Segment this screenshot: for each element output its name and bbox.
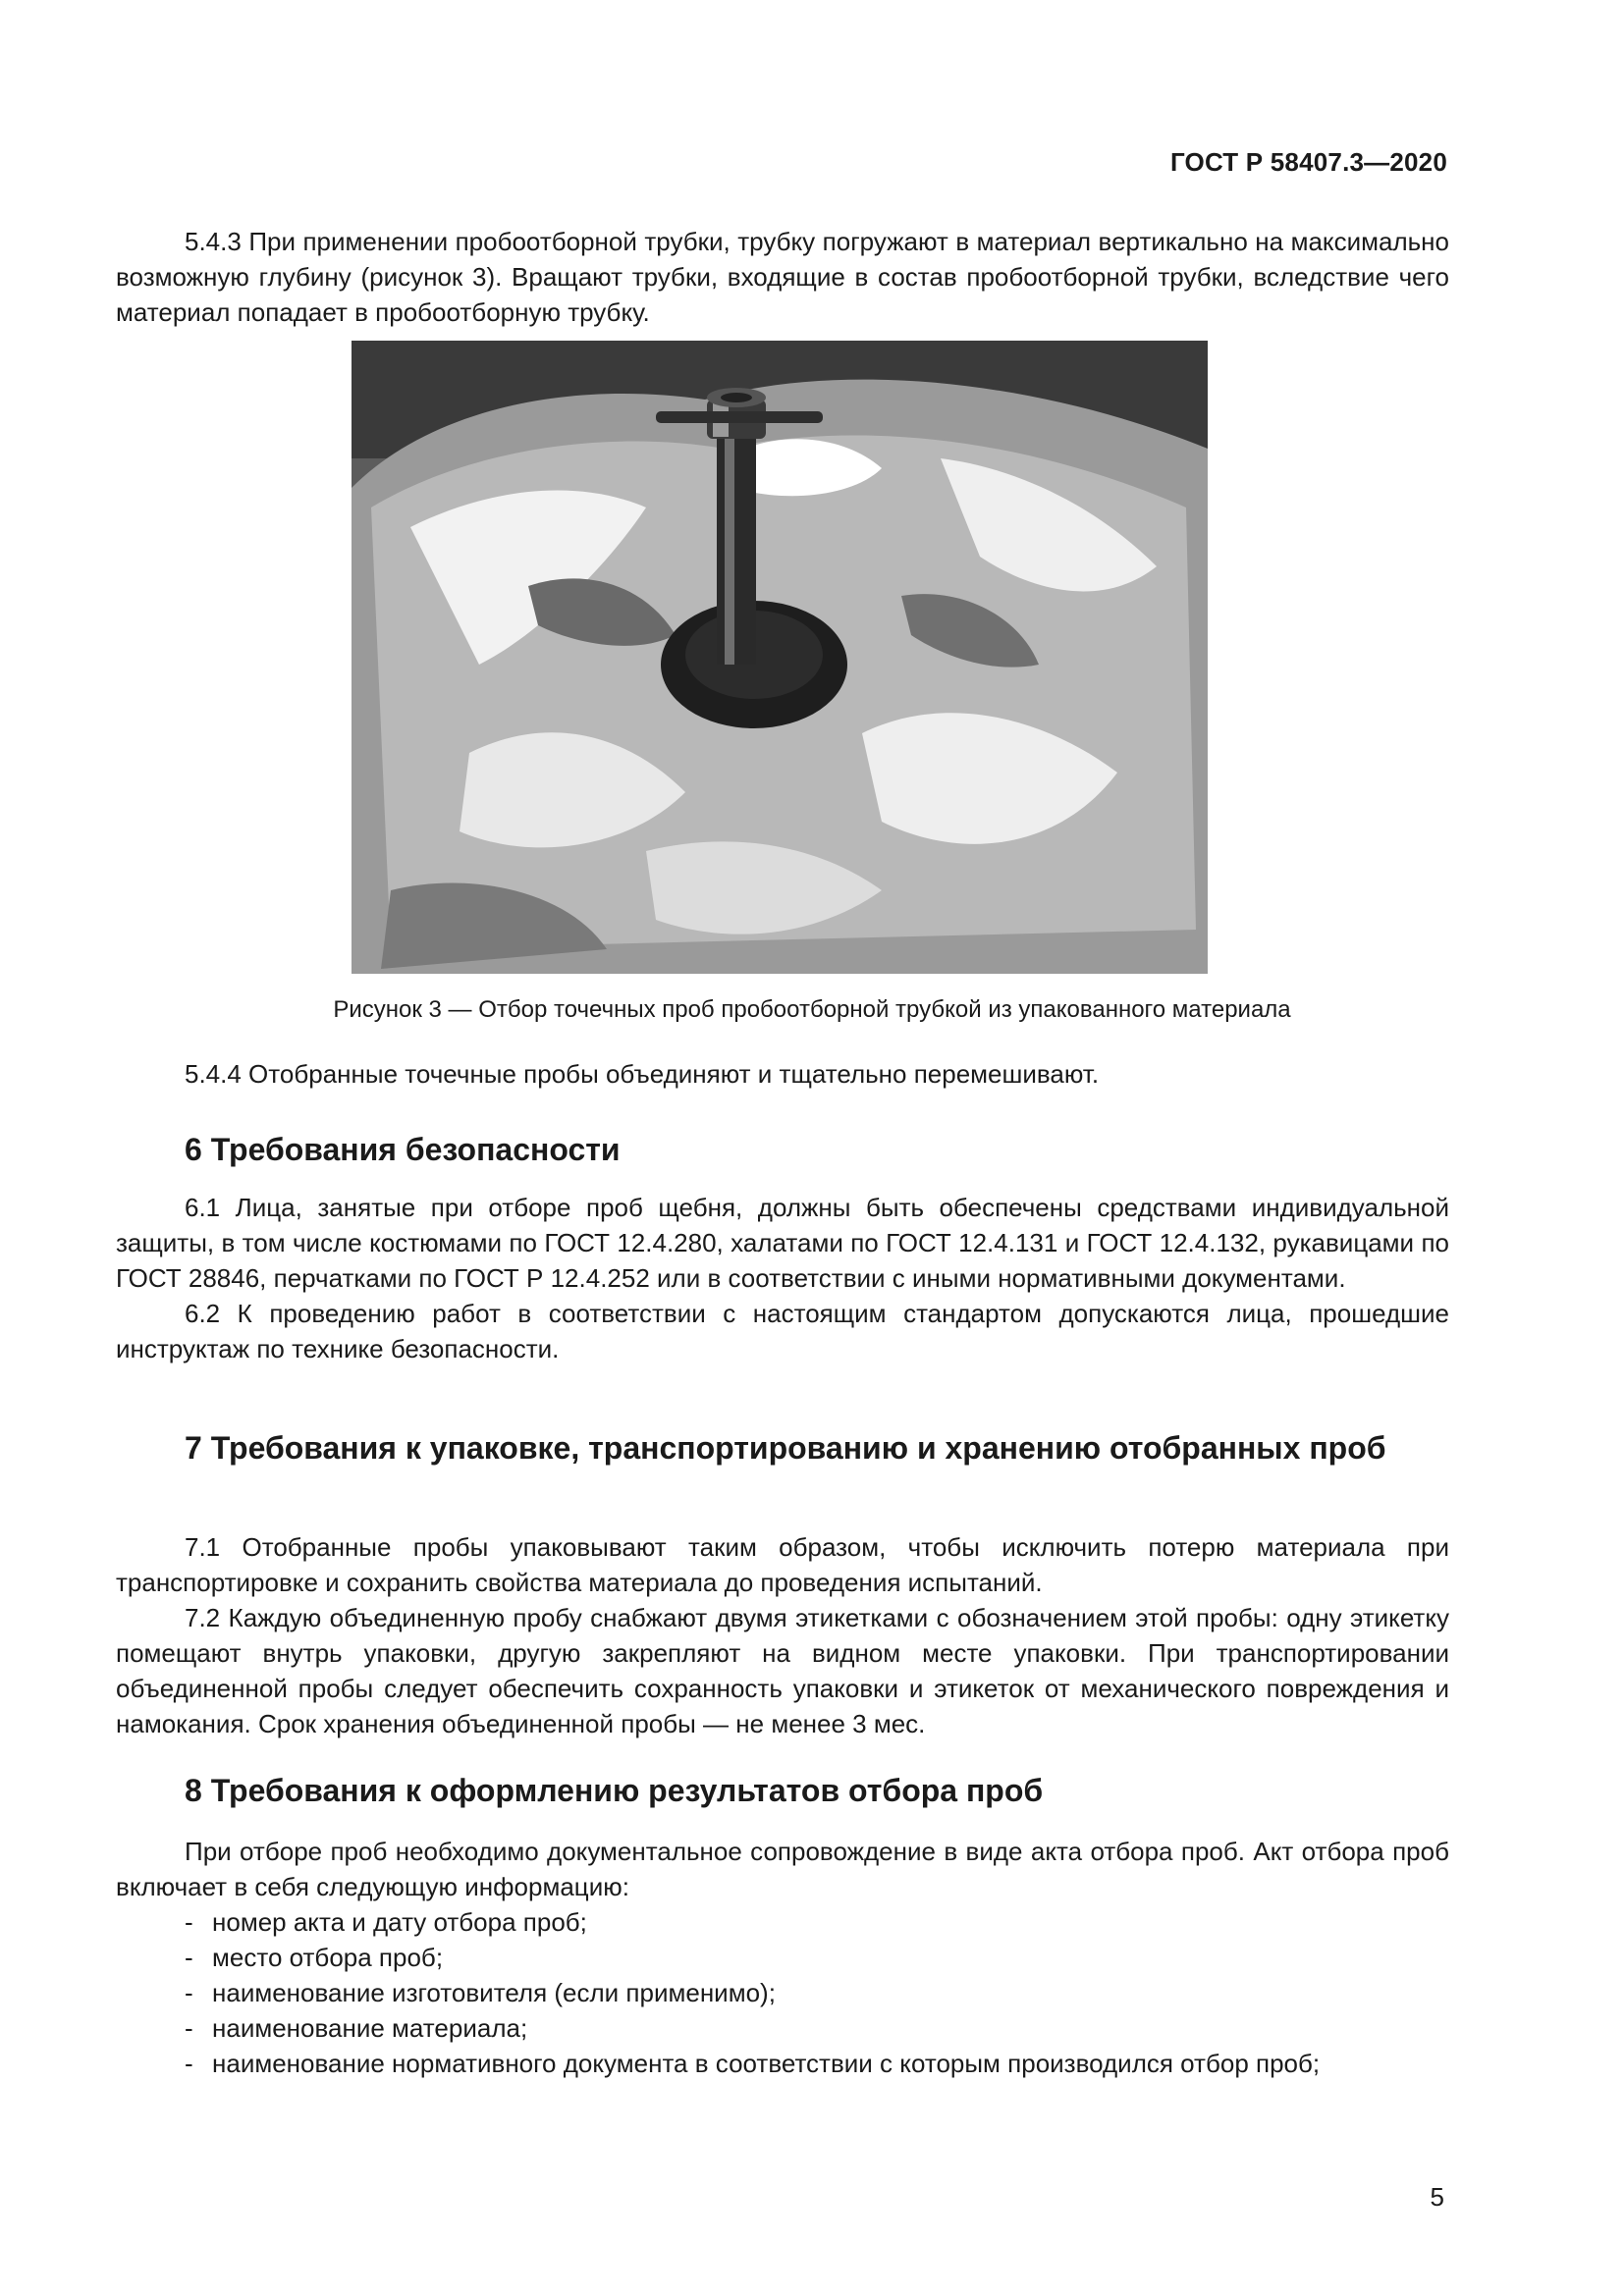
list-item-text: наименование изготовителя (если применимо); [212,1978,776,2007]
list-item-text: место отбора проб; [212,1943,444,1972]
list-bullet: - [185,2013,193,2043]
figure-3-caption: Рисунок 3 — Отбор точечных проб пробоотборной трубкой из упакованного материала [333,996,1291,1023]
paragraph-5-4-4-text: 5.4.4 Отобранные точечные пробы объединяют и тщательно перемешивают. [185,1059,1100,1089]
list-item [185,1904,1461,1940]
paragraph-6-1: 6.1 Лица, занятые при отборе проб щебня, должны быть обеспечены средствами индивидуальной защиты, в том числе костюмами по ГОСТ 12.4.280, халатами по ГОСТ 12.4.131 и ГОСТ 12.4.132, рукавицами по ГОСТ 28846, перчатками по ГОСТ Р 12.4.252 или в соответствии с иными нормативными документами. [116,1193,1449,1293]
paragraph-5-4-3 [116,224,1449,330]
document-code-header: ГОСТ Р 58407.3—2020 [1169,147,1447,177]
list-item-text: наименование материала; [212,2013,528,2043]
paragraph-7-2: 7.2 Каждую объединенную пробу снабжают двумя этикетками с обозначением этой пробы: одну этикетку помещают внутрь упаковки, другую закрепляют на видном месте упаковки. При транспортировании объединенной пробы следует обеспечить сохранность упаковки и этикеток от механического повреждения и намокания. Срок хранения объединенной пробы — не менее 3 мес. [116,1603,1449,1738]
list-bullet: - [185,1943,193,1972]
paragraph-8-intro: При отборе проб необходимо документальное сопровождение в виде акта отбора проб. Акт отбора проб включает в себя следующую информацию: [116,1837,1449,1901]
section-6-heading: 6 Требования безопасности [185,1132,621,1167]
paragraph-6-2: 6.2 К проведению работ в соответствии с настоящим стандартом допускаются лица, прошедшие инструктаж по технике безопасности. [116,1299,1449,1363]
list-item [185,1940,1461,1975]
list-item-text: номер акта и дату отбора проб; [212,1907,587,1937]
list-item [185,1975,1461,2010]
list-bullet: - [185,1978,193,2007]
section-7-body [116,1529,1449,1741]
section-7-heading: 7 Требования к упаковке, транспортированию и хранению отобранных проб [185,1430,1386,1466]
figure-3-photo [352,341,1208,974]
list-item [185,2010,1461,2046]
section-8-body [116,1834,1449,1904]
list-item-text: наименование нормативного документа в соответствии с которым производился отбор проб; [212,2049,1321,2078]
list-bullet: - [185,1907,193,1937]
section-8-heading: 8 Требования к оформлению результатов отбора проб [185,1773,1044,1808]
sampling-tube-photo-icon [352,341,1208,974]
list-bullet: - [185,2049,193,2078]
paragraph-5-4-4 [116,1056,1449,1092]
list-item [185,2046,1461,2081]
paragraph-5-4-3-text: 5.4.3 При применении пробоотборной трубки, трубку погружают в материал вертикально на максимально возможную глубину (рисунок 3). Вращают трубки, входящие в состав пробоотборной трубки, вследствие чего материал попадает в пробоотборную трубку. [116,227,1449,327]
page-number: 5 [1430,2182,1444,2212]
paragraph-7-1: 7.1 Отобранные пробы упаковывают таким образом, чтобы исключить потерю материала при транспортировке и сохранить свойства материала до проведения испытаний. [116,1532,1449,1597]
section-6-body [116,1190,1449,1366]
act-contents-list [185,1904,1461,2081]
